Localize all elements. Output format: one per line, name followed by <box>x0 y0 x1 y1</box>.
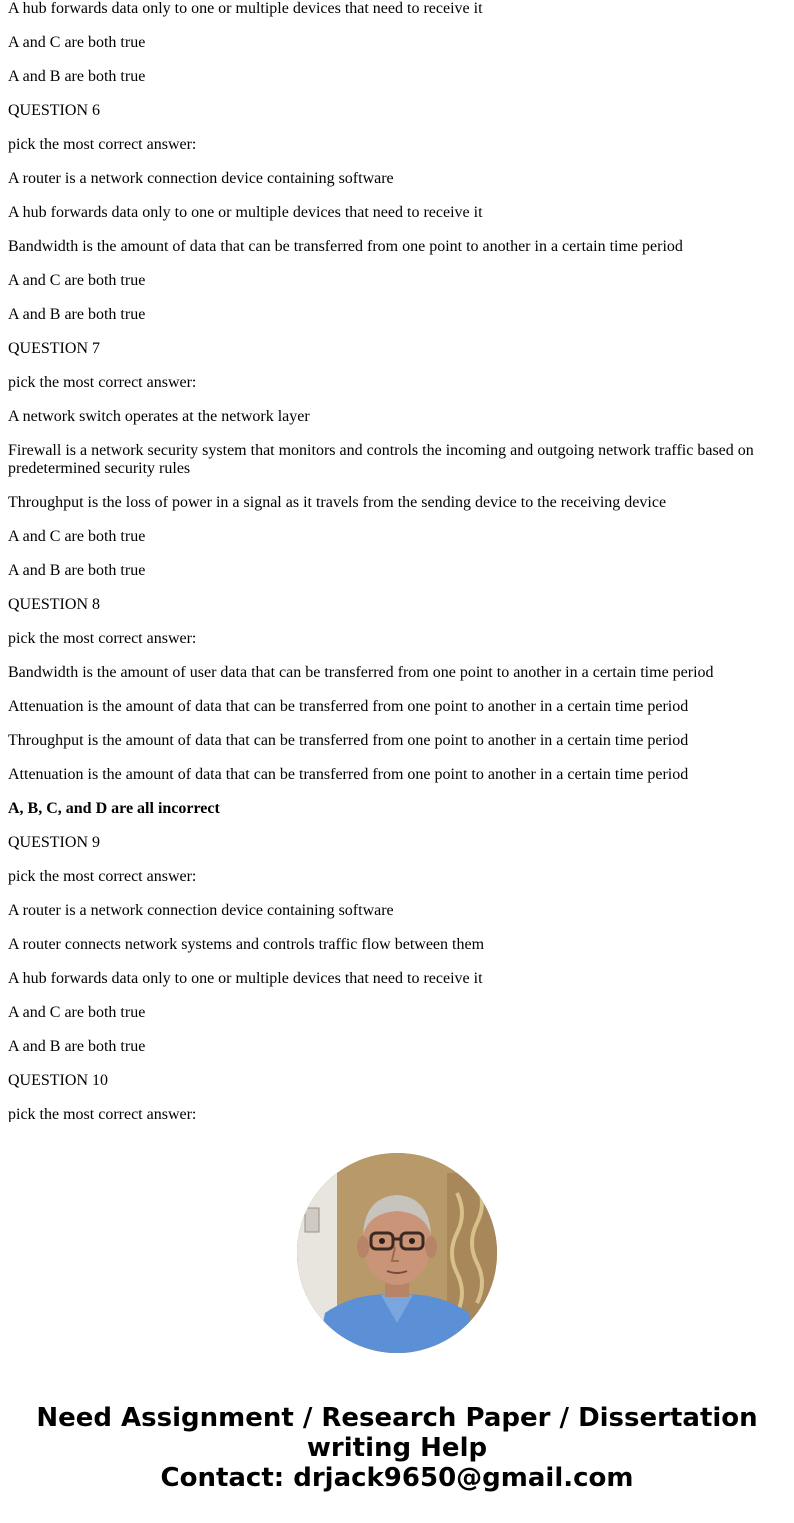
text-line: QUESTION 6 <box>8 102 100 119</box>
text-line: A and C are both true <box>8 528 146 545</box>
text-line: pick the most correct answer: <box>8 630 197 647</box>
text-line: A and B are both true <box>8 562 146 579</box>
text-line: Throughput is the amount of data that can be transferred from one point to another in a certain time period <box>8 732 689 749</box>
text-line: QUESTION 10 <box>8 1072 108 1089</box>
text-line: A hub forwards data only to one or multiple devices that need to receive it <box>8 204 483 221</box>
promo-line-2: writing Help <box>306 1433 488 1463</box>
text-line: A and B are both true <box>8 306 146 323</box>
text-line: Attenuation is the amount of data that can be transferred from one point to another in a certain time period <box>8 698 689 715</box>
text-line: QUESTION 7 <box>8 340 100 357</box>
promo-line-1: Need Assignment / Research Paper / Dissertation <box>36 1403 758 1433</box>
document-body <box>8 0 786 1122</box>
text-line: Firewall is a network security system that monitors and controls the incoming and outgoing network traffic based on predetermined security rules <box>8 442 754 477</box>
text-line: QUESTION 9 <box>8 834 100 851</box>
text-line: A and B are both true <box>8 68 146 85</box>
text-line: pick the most correct answer: <box>8 136 197 153</box>
text-line: Throughput is the loss of power in a signal as it travels from the sending device to the receiving device <box>8 494 667 511</box>
text-line: A router is a network connection device containing software <box>8 902 394 919</box>
text-line: A router connects network systems and controls traffic flow between them <box>8 936 485 953</box>
promo-banner <box>0 1403 794 1493</box>
text-line: pick the most correct answer: <box>8 868 197 885</box>
text-line: A, B, C, and D are all incorrect <box>8 800 220 817</box>
person-photo-icon <box>297 1153 497 1353</box>
text-line: A and C are both true <box>8 1004 146 1021</box>
text-line: A and B are both true <box>8 1038 146 1055</box>
author-avatar <box>297 1153 497 1353</box>
text-line: A network switch operates at the network layer <box>8 408 310 425</box>
text-line: Bandwidth is the amount of user data that can be transferred from one point to another in a certain time period <box>8 664 714 681</box>
text-line: pick the most correct answer: <box>8 374 197 391</box>
text-line: pick the most correct answer: <box>8 1106 197 1122</box>
text-line: Bandwidth is the amount of data that can be transferred from one point to another in a certain time period <box>8 238 683 255</box>
text-line: A and C are both true <box>8 272 146 289</box>
text-line: A hub forwards data only to one or multiple devices that need to receive it <box>8 0 483 17</box>
text-line: Attenuation is the amount of data that can be transferred from one point to another in a certain time period <box>8 766 689 783</box>
promo-contact: Contact: drjack9650@gmail.com <box>160 1463 634 1493</box>
text-line: A router is a network connection device containing software <box>8 170 394 187</box>
text-line: A and C are both true <box>8 34 146 51</box>
text-line: QUESTION 8 <box>8 596 100 613</box>
text-line: A hub forwards data only to one or multiple devices that need to receive it <box>8 970 483 987</box>
